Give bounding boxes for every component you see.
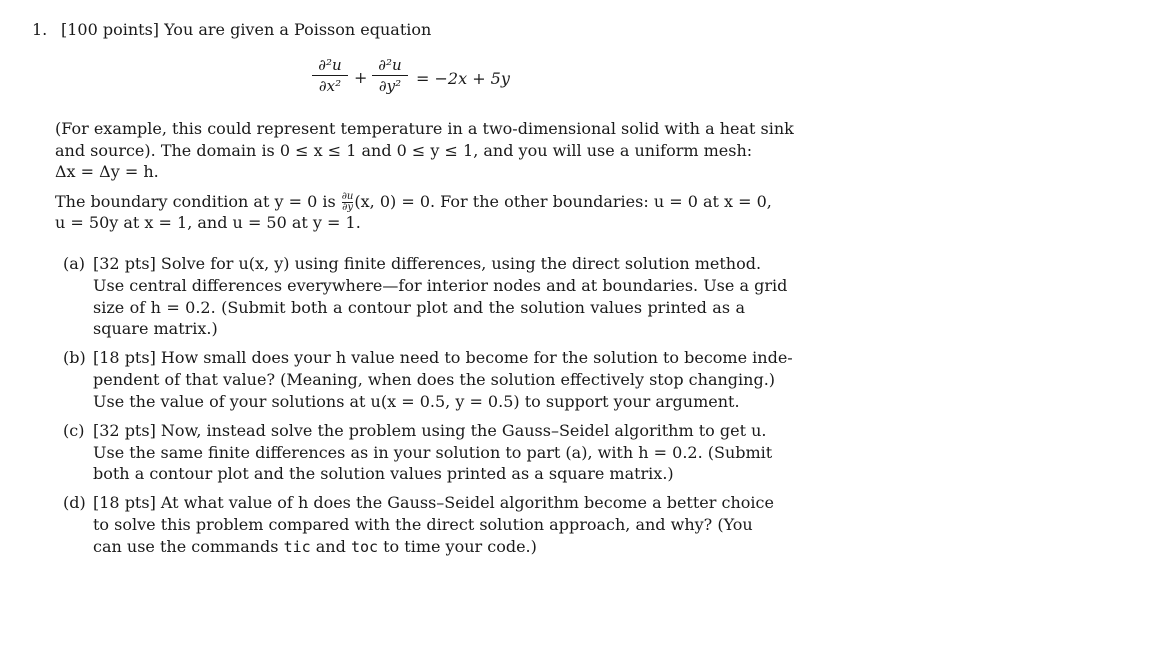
context-line: and source). The domain is 0 ≤ x ≤ 1 and 0 ≤ y ≤ 1, and you will use a uniform mesh: [55,141,753,160]
part-d-text: and [310,537,351,556]
command-tic: tic [283,538,311,556]
fraction-denominator: ∂y² [378,77,402,95]
part-b-line: Use the value of your solutions at u(x = 0.5, y = 0.5) to support your argument. [93,392,740,411]
fraction-bar [312,75,348,76]
context-line: (For example, this could represent temperature in a two-dimensional solid with a heat sink [55,119,794,138]
part-d-last-line [93,537,537,557]
fraction-d2u-dx2 [312,56,348,95]
part-c-line: [32 pts] Now, instead solve the problem using the Gauss–Seidel algorithm to get u. [93,421,767,440]
part-d-text: can use the commands [93,537,284,556]
part-c-line: both a contour plot and the solution values printed as a square matrix.) [93,464,674,483]
part-b-line: pendent of that value? (Meaning, when does the solution effectively stop changing.) [93,370,776,389]
plus-sign: + [354,68,368,87]
part-a-line: square matrix.) [93,319,218,338]
fraction-numerator: ∂u [341,191,354,202]
part-d-text: to time your code.) [378,537,537,556]
poisson-equation [312,56,512,104]
equation-rhs: = −2x + 5y [416,69,510,88]
problem-header: [100 points] You are given a Poisson equation [61,20,432,39]
fraction-denominator: ∂y [342,202,353,213]
problem-number: 1. [32,20,48,39]
part-c-line: Use the same finite differences as in your solution to part (a), with h = 0.2. (Submit [93,443,773,462]
boundary-line-2: u = 50y at x = 1, and u = 50 at y = 1. [55,213,361,232]
part-a-line: size of h = 0.2. (Submit both a contour plot and the solution values printed as a [93,298,745,317]
fraction-bar [372,75,408,76]
fraction-numerator: ∂²u [318,56,342,74]
part-a-line: [32 pts] Solve for u(x, y) using finite differences, using the direct solution method. [93,254,762,273]
part-a-line: Use central differences everywhere—for interior nodes and at boundaries. Use a grid [93,276,788,295]
part-b-label: (b) [63,348,86,367]
boundary-line-1 [55,191,772,213]
partial-u-partial-y [342,192,354,213]
fraction-d2u-dy2 [372,56,408,95]
fraction-numerator: ∂²u [378,56,402,74]
boundary-text: The boundary condition at y = 0 is [55,192,336,211]
part-b-line: [18 pts] How small does your h value need to become for the solution to become inde- [93,348,793,367]
boundary-text: (x, 0) = 0. For the other boundaries: u = 0 at x = 0, [354,192,772,211]
part-d-label: (d) [63,493,86,512]
part-d-line: to solve this problem compared with the direct solution approach, and why? (You [93,515,753,534]
fraction-denominator: ∂x² [318,77,342,95]
context-line: Δx = Δy = h. [55,162,159,181]
part-d-line: [18 pts] At what value of h does the Gauss–Seidel algorithm become a better choice [93,493,774,512]
command-toc: toc [350,538,379,556]
part-a-label: (a) [63,254,86,273]
part-c-label: (c) [63,421,85,440]
